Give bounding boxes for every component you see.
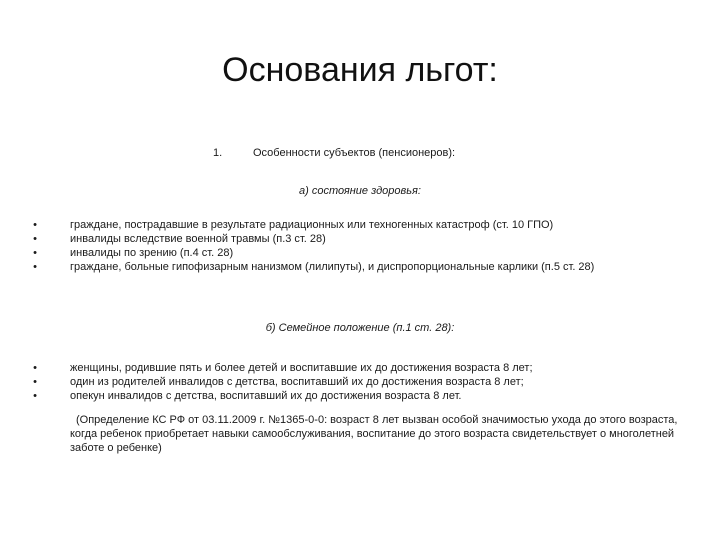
section-b-list [30, 361, 680, 403]
section-b-heading: б) Семейное положение (п.1 ст. 28): [265, 322, 455, 334]
bullet-icon: • [33, 376, 37, 388]
bullet-icon: • [33, 261, 37, 273]
section-a-heading: а) состояние здоровья: [299, 185, 421, 197]
item-number: 1. [213, 147, 223, 159]
bullet-icon: • [33, 362, 37, 374]
list-item: • граждане, больные гипофизарным нанизмом (лилипуты), и диспропорциональные карлики (п.5 ст. 28) [30, 260, 680, 274]
list-item: • опекун инвалидов с детства, воспитавший их до достижения возраста 8 лет. [30, 389, 680, 403]
bullet-icon: • [33, 390, 37, 402]
item-text: Особенности субъектов (пенсионеров): [253, 147, 456, 159]
bullet-icon: • [33, 233, 37, 245]
list-item: • инвалиды вследствие военной травмы (п.3 ст. 28) [30, 232, 680, 246]
list-item: • инвалиды по зрению (п.4 ст. 28) [30, 246, 680, 260]
bullet-icon: • [33, 219, 37, 231]
section-a-list [30, 218, 680, 274]
numbered-item [213, 145, 455, 161]
list-item: • женщины, родившие пять и более детей и воспитавшие их до достижения возраста 8 лет; [30, 361, 680, 375]
court-ruling-note: (Определение КС РФ от 03.11.2009 г. №1365-0-0: возраст 8 лет вызван особой значимостью ухода до этого возраста, когда ребенок приобретает навыки самообслуживания, воспитание до этого возраста свидетельствует о многолетней заботе о ребенке) [70, 414, 678, 454]
bullet-icon: • [33, 247, 37, 259]
list-item: • один из родителей инвалидов с детства, воспитавший их до достижения возраста 8 лет; [30, 375, 680, 389]
slide-title: Основания льгот: [222, 51, 498, 89]
list-item: • граждане, пострадавшие в результате радиационных или техногенных катастроф (ст. 10 ГПО) [30, 218, 680, 232]
